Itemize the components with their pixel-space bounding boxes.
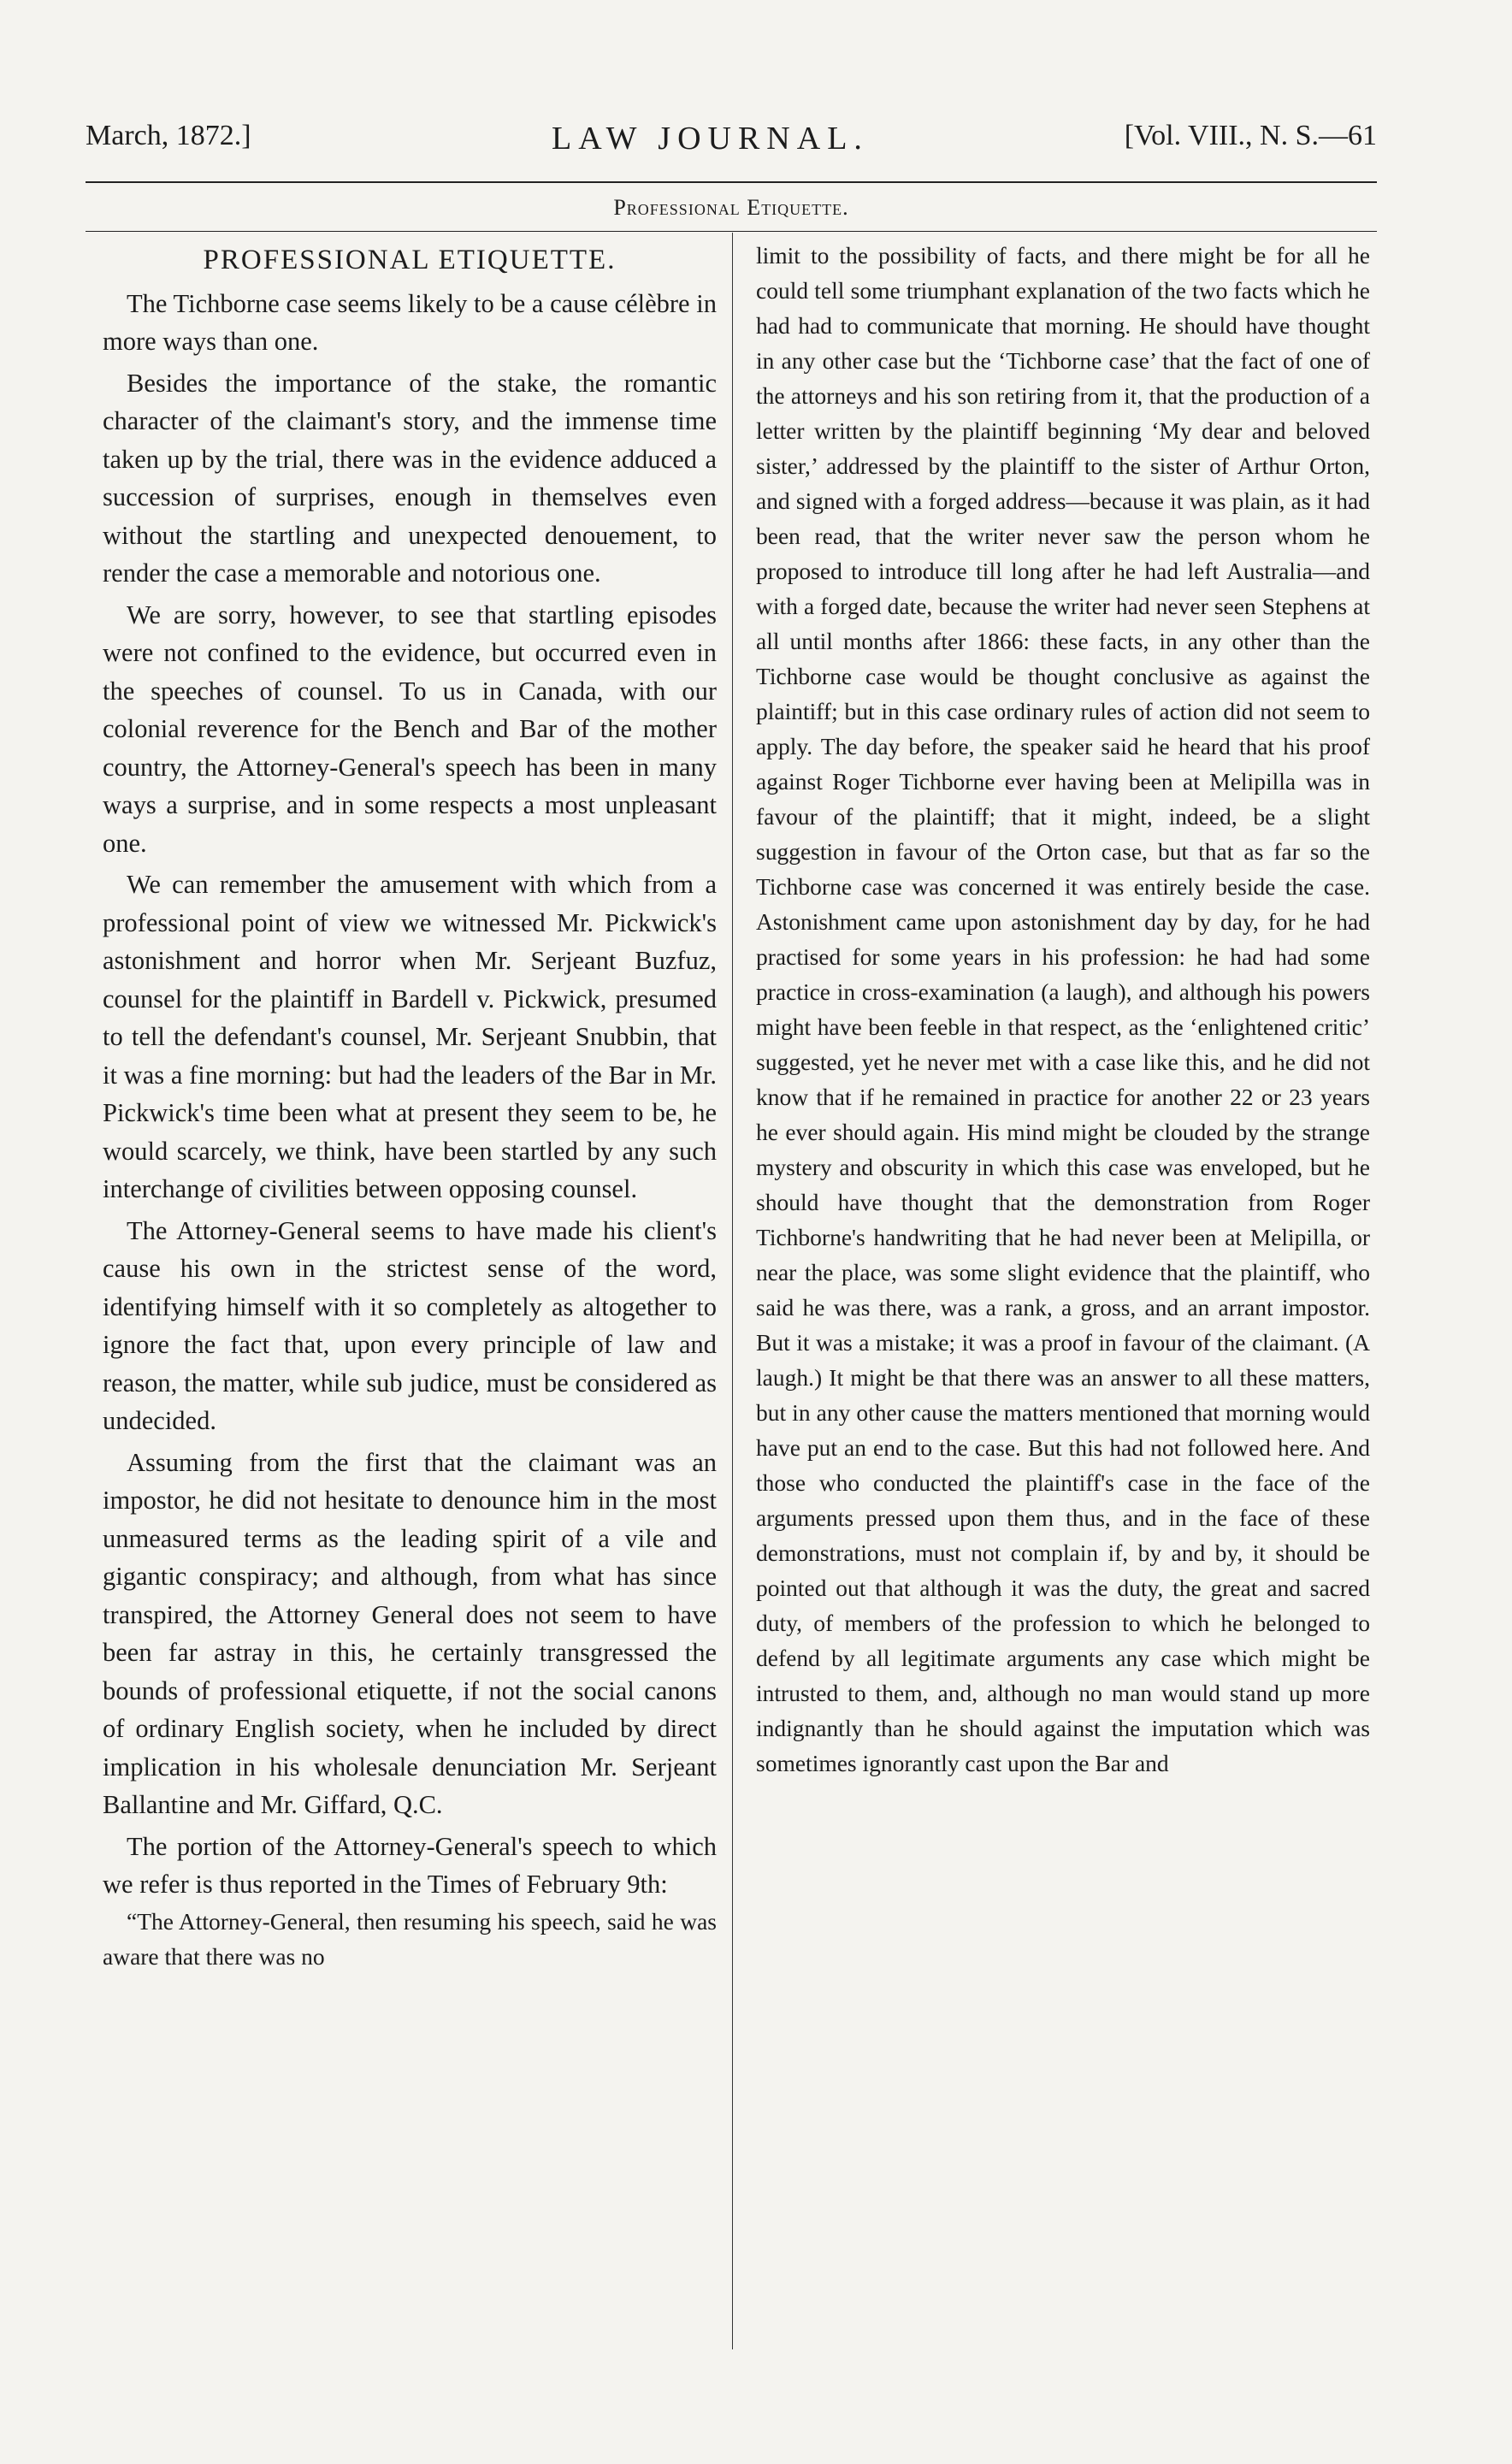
section-head: Professional Etiquette. bbox=[613, 195, 849, 220]
section-rule bbox=[86, 231, 1377, 232]
article-title: PROFESSIONAL ETIQUETTE. bbox=[203, 245, 617, 275]
paragraph: Assuming from the first that the claimant was an impostor, he did not hesitate to denounce him in the most unmeasured terms as the leading spirit of a vile and gigantic conspiracy; and although, from what has since transpired, the Attorney General does not seem to have been far astray in this, he certainly transgressed the bounds of professional etiquette, if not the social canons of ordinary English society, when he included by direct implication in his wholesale denunciation Mr. Serjeant Ballantine and Mr. Giffard, Q.C. bbox=[103, 1447, 717, 1819]
quotation bbox=[103, 1904, 717, 1974]
right-column bbox=[756, 238, 1370, 1781]
running-head-date: March, 1872.] bbox=[86, 120, 251, 151]
paragraph: Besides the importance of the stake, the romantic character of the claimant's story, and the immense time taken up by the trial, there was in the evidence adduced a succession of surprises, enough in themselves even without the startling and unexpected denouement, to render the case a memorable and notorious one. bbox=[103, 368, 717, 588]
running-head-title: LAW JOURNAL. bbox=[552, 121, 869, 157]
quote-continuation: limit to the possibility of facts, and there might be for all he could tell some triumphant explanation of the two facts which he had had to communicate that morning. He should have thought in any other case but the ‘Tichborne case’ that the fact of one of the attorneys and his son retiring from it, that the production of a letter written by the plaintiff beginning ‘My dear and beloved sister,’ addressed by the plaintiff to the sister of Arthur Orton, and signed with a forged address—because it was plain, as it had been read, that the writer never saw the person whom he proposed to introduce till long after he had left Australia—and with a forged date, because the writer had never seen Stephens at all until months after 1866: these facts, in any other than the Tichborne case would be thought conclusive as against the plaintiff; but in this case ordinary rules of action did not seem to apply. The day before, the speaker said he heard that his proof against Roger Tichborne ever having been at Melipilla was in favour of the plaintiff; that it might, indeed, be a slight suggestion in favour of the Orton case, but that as far so the Tichborne case was concerned it was entirely beside the case. Astonishment came upon astonishment day by day, for he had practised for some years in his profession: he had had some practice in cross-examination (a laugh), and although his powers might have been feeble in that respect, as the ‘enlightened critic’ suggested, yet he never met with a case like this, and he did not know that if he remained in practice for another 22 or 23 years he ever should again. His mind might be clouded by the strange mystery and obscurity in which this case was enveloped, but he should have thought that the demonstration from Roger Tichborne's handwriting that he had never been at Melipilla, or near the place, was some slight evidence that the plaintiff, who said he was there, was a rank, a gross, and an arrant impostor. But it was a mistake; it was a proof in favour of the claimant. (A laugh.) It might be that there was an answer to all these matters, but in any other cause the matters mentioned that morning would have put an end to the case. But this had not followed here. And those who conducted the plaintiff's case in the face of the arguments pressed upon them thus, and in the face of these demonstrations, must not complain if, by and by, it should be pointed out that although it was the duty, the great and sacred duty, of members of the profession to which he belonged to defend by all legitimate arguments any case which might be intrusted to them, and, although no man would stand up more indignantly than he should against the imputation which was sometimes ignorantly cast upon the Bar and bbox=[756, 242, 1370, 1776]
paragraph: The Attorney-General seems to have made his client's cause his own in the strictest sense of the word, identifying himself with it so completely as altogether to ignore the fact that, upon every principle of law and reason, the matter, while sub judice, must be considered as undecided. bbox=[103, 1215, 717, 1435]
paragraph: We can remember the amusement with which from a professional point of view we witnessed Mr. Pickwick's astonishment and horror when Mr. Serjeant Buzfuz, counsel for the plaintiff in Bardell v. Pickwick, presumed to tell the defendant's counsel, Mr. Serjeant Snubbin, that it was a fine morning: but had the leaders of the Bar in Mr. Pickwick's time been what at present they seem to be, he would scarcely, we think, have been startled by any such interchange of civilities between opposing counsel. bbox=[103, 870, 717, 1203]
paragraph: We are sorry, however, to see that startling episodes were not confined to the evidence, but occurred even in the speeches of counsel. To us in Canada, with our colonial reverence for the Bench and Bar of the mother country, the Attorney-General's speech has been in many ways a surprise, and in some respects a most unpleasant one. bbox=[103, 600, 717, 858]
header-rule bbox=[86, 181, 1377, 183]
column-divider bbox=[732, 233, 733, 2349]
quote-paragraph: “The Attorney-General, then resuming his speech, said he was aware that there was no bbox=[103, 1907, 717, 1970]
running-head-volume-page: [Vol. VIII., N. S.—61 bbox=[1124, 120, 1377, 151]
paragraph: The Tichborne case seems likely to be a cause célèbre in more ways than one. bbox=[103, 288, 717, 356]
paragraph: The portion of the Attorney-General's speech to which we refer is thus reported in the Times of February 9th: bbox=[103, 1831, 717, 1899]
left-column bbox=[103, 238, 717, 1974]
running-head bbox=[86, 120, 1377, 171]
